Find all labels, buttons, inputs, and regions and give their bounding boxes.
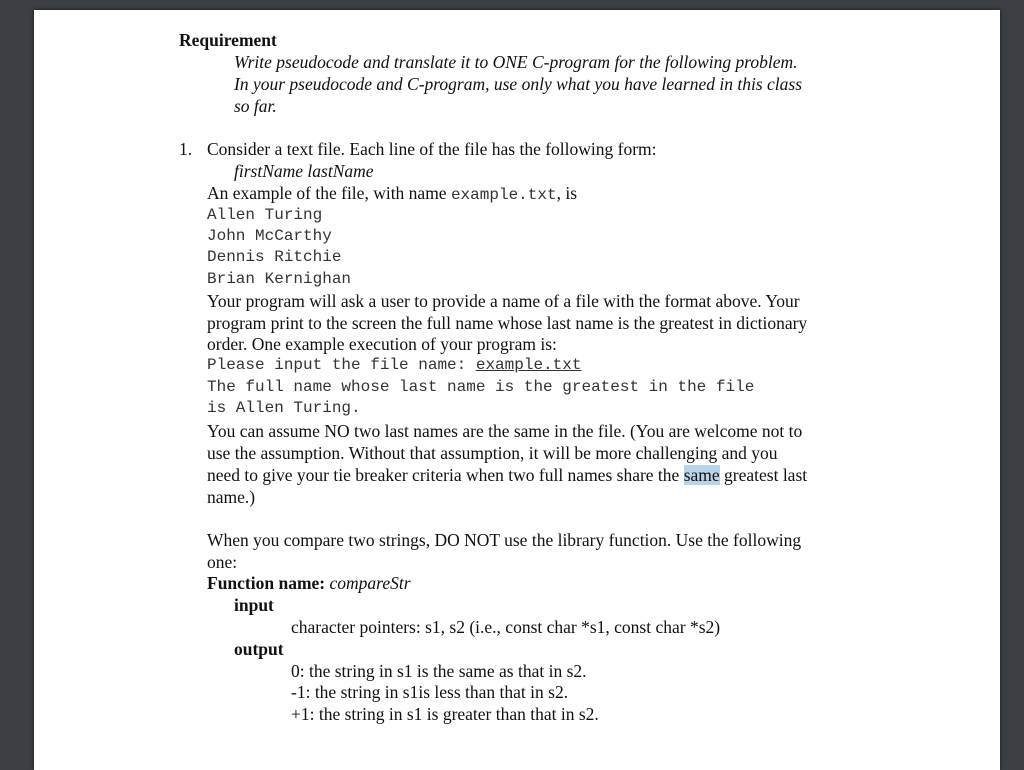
output-line-3: +1: the string in s1 is greater than that in s2. <box>291 704 599 724</box>
description-line-1: Your program will ask a user to provide a name of a file with the format above. Your <box>207 291 800 311</box>
requirement-line-2: In your pseudocode and C-program, use only what you have learned in this class <box>234 74 803 94</box>
example-intro <box>207 182 577 206</box>
input-description: character pointers: s1, s2 (i.e., const char *s1, const char *s2) <box>291 617 721 637</box>
assumption-line-1: You can assume NO two last names are the same in the file. (You are welcome not to <box>207 421 803 441</box>
file-line-4: Brian Kernighan <box>207 270 352 288</box>
assumption-line-3 <box>207 464 807 486</box>
problem-number: 1. <box>179 139 193 159</box>
output-line-1: 0: the string in s1 is the same as that in s2. <box>291 661 587 681</box>
file-line-3: Dennis Ritchie <box>207 248 342 266</box>
function-label: Function name: <box>207 573 330 593</box>
execution-input: example.txt <box>475 356 582 374</box>
compare-line-1: When you compare two strings, DO NOT use the library function. Use the following <box>207 530 802 550</box>
line-format: firstName lastName <box>234 161 374 181</box>
requirement-heading: Requirement <box>179 30 277 50</box>
description-line-2: program print to the screen the full name whose last name is the greatest in dictionary <box>207 313 808 333</box>
execution-prompt-line <box>207 354 581 376</box>
assumption-line-3-text: need to give your tie breaker criteria when two full names share the <box>207 465 684 485</box>
execution-output-2: is Allen Turing. <box>207 399 361 417</box>
requirement-line-1: Write pseudocode and translate it to ONE C-program for the following problem. <box>234 52 798 72</box>
assumption-line-3-end: greatest last <box>719 465 808 485</box>
assumption-line-4: name.) <box>207 487 256 507</box>
example-intro-text: An example of the file, with name <box>207 183 451 203</box>
input-label: input <box>234 595 274 615</box>
function-name: compareStr <box>329 573 411 593</box>
example-filename: example.txt <box>450 186 557 204</box>
output-label: output <box>234 639 284 659</box>
compare-line-2: one: <box>207 552 238 572</box>
execution-output-1: The full name whose last name is the greatest in the file <box>207 378 755 396</box>
selected-text-highlight[interactable]: same <box>683 465 720 485</box>
description-line-3: order. One example execution of your program is: <box>207 334 557 354</box>
document-page[interactable] <box>34 10 1000 770</box>
file-line-1: Allen Turing <box>207 206 323 224</box>
requirement-line-3: so far. <box>234 96 277 116</box>
example-intro-end: , is <box>556 183 578 203</box>
file-line-2: John McCarthy <box>207 227 332 245</box>
output-line-2: -1: the string in s1is less than that in s2. <box>291 682 569 702</box>
problem-intro: Consider a text file. Each line of the file has the following form: <box>207 139 657 159</box>
execution-prompt: Please input the file name: <box>207 356 476 374</box>
assumption-line-2: use the assumption. Without that assumption, it will be more challenging and you <box>207 443 778 463</box>
function-name-line <box>207 572 411 594</box>
